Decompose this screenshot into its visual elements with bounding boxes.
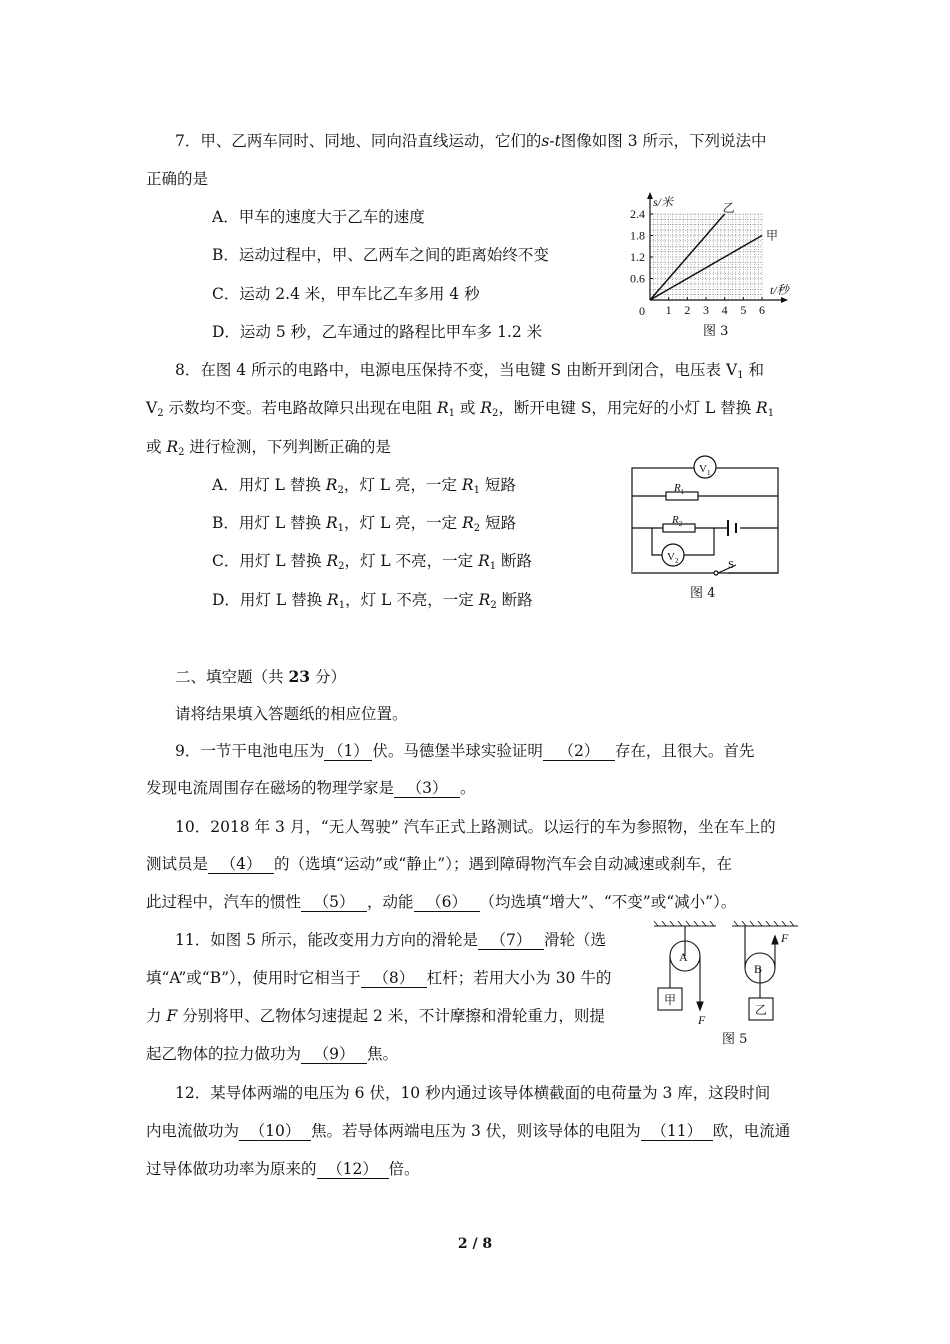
s-label: S — [728, 559, 735, 571]
x-tick-label: 5 — [740, 303, 747, 317]
q8-option-d: D．用灯 L 替换 $R_1$，灯 L 不亮，一定 $R_2$ 断路 — [212, 591, 533, 611]
page-number: 2 / 8 — [457, 1236, 493, 1252]
y-axis-label: s/米 — [653, 195, 674, 209]
q8-stem-line2: $V_2$ 示数均不变。若电路故障只出现在电阻 $R_1$ 或 $R_2$，断开电键 S，用完好的小灯 L 替换 $R_1$ — [146, 399, 775, 419]
q8-stem-line1: 8．在图 4 所示的电路中，电源电压保持不变，当电键 S 由断开到闭合，电压表 $V_1$ 和 — [175, 361, 764, 381]
y-tick-label: 2.4 — [630, 207, 645, 221]
x-tick-label: 2 — [684, 303, 691, 317]
figure-4-circuit — [628, 450, 784, 578]
q7-option-b: B．运动过程中，甲、乙两车之间的距离始终不变 — [212, 246, 549, 264]
blank-2: （2） — [543, 742, 615, 761]
r2-label: $R_2$ — [672, 514, 683, 528]
origin-label: 0 — [639, 304, 645, 318]
q9-line2: 发现电流周围存在磁场的物理学家是 （3） 。 — [146, 779, 476, 797]
q10-line1: 10．2018 年 3 月，“无人驾驶” 汽车正式上路测试。以运行的车为参照物，坐在车上的 — [175, 818, 776, 836]
q11-line4: 起乙物体的拉力做功为 （9） 焦。 — [146, 1045, 399, 1063]
q7-stem-line2: 正确的是 — [146, 170, 209, 188]
blank-7: （7） — [478, 931, 544, 950]
blank-11: （11） — [641, 1122, 713, 1141]
figure-4-caption: 图 4 — [690, 586, 716, 601]
y-tick-label: 0.6 — [630, 271, 645, 286]
figure-3-st-graph — [620, 188, 810, 338]
svg-text:F: F — [698, 1013, 706, 1027]
svg-text:乙: 乙 — [755, 1003, 768, 1017]
blank-10: （10） — [239, 1122, 311, 1141]
q9-line1: 9．一节干电池电压为 （1） 伏。马德堡半球实验证明 （2） 存在，且很大。首先 — [175, 742, 755, 760]
figure-5-caption: 图 5 — [722, 1032, 748, 1047]
q8-stem-line3: 或 $R_2$ 进行检测，下列判断正确的是 — [146, 438, 391, 458]
q12-line3: 过导体做功功率为原来的 （12） 倍。 — [146, 1160, 420, 1178]
section-2-title: 二、填空题（共 23 分） — [175, 667, 346, 686]
q8-option-b: B．用灯 L 替换 $R_1$，灯 L 亮，一定 $R_2$ 短路 — [212, 514, 517, 534]
q10-line2: 测试员是 （4） 的（选填“运动”或“静止”）；遇到障碍物汽车会自动减速或刹车，在 — [146, 855, 732, 873]
series-label-yi: 乙 — [722, 201, 735, 215]
blank-1: （1） — [324, 742, 372, 761]
q11-line3: 力 F 分别将甲、乙物体匀速提起 2 米，不计摩擦和滑轮重力，则提 — [146, 1007, 605, 1025]
svg-text:甲: 甲 — [664, 993, 677, 1007]
figure-5-pulleys — [650, 920, 800, 1028]
section-2-instruction: 请将结果填入答题纸的相应位置。 — [175, 705, 408, 723]
q7-option-a: A．甲车的速度大于乙车的速度 — [212, 208, 425, 226]
circuit-outer-wire — [632, 468, 778, 573]
x-tick-label: 6 — [759, 303, 765, 317]
q8-option-a: A．用灯 L 替换 $R_2$，灯 L 亮，一定 $R_1$ 短路 — [212, 476, 516, 496]
y-tick-label: 1.2 — [630, 250, 645, 264]
q7-option-c: C．运动 2.4 米，甲车比乙车多用 4 秒 — [212, 285, 480, 303]
blank-8: （8） — [361, 969, 427, 988]
q7-stem-line1: 7．甲、乙两车同时、同地、同向沿直线运动，它们的s-t图像如图 3 所示，下列说法中 — [175, 132, 767, 150]
q11-line1: 11．如图 5 所示，能改变用力方向的滑轮是 （7） 滑轮（选 — [175, 931, 606, 949]
svg-text:A: A — [679, 950, 688, 964]
x-axis-arrow — [781, 297, 788, 303]
q11-line2: 填“A”或“B”），使用时它相当于 （8） 杠杆；若用大小为 30 牛的 — [146, 969, 612, 987]
v1-label: $V_1$ — [699, 463, 711, 477]
blank-12: （12） — [317, 1160, 389, 1179]
q12-line2: 内电流做功为 （10） 焦。若导体两端电压为 3 伏，则该导体的电阻为 （11） 欧，电流通 — [146, 1122, 791, 1140]
figure-3-caption: 图 3 — [703, 324, 729, 339]
v2-label: $V_2$ — [667, 551, 679, 565]
x-axis-label: t/秒 — [770, 283, 789, 297]
x-tick-label: 1 — [665, 303, 672, 317]
series-label-jia: 甲 — [766, 228, 779, 243]
svg-text:F: F — [781, 931, 789, 945]
blank-5: （5） — [301, 893, 367, 912]
q8-option-c: C．用灯 L 替换 $R_2$，灯 L 不亮，一定 $R_1$ 断路 — [212, 552, 533, 572]
r1-label: $R_1$ — [674, 482, 685, 496]
q12-line1: 12．某导体两端的电压为 6 伏，10 秒内通过该导体横截面的电荷量为 3 库，这段时间 — [175, 1084, 771, 1102]
y-tick-label: 1.8 — [630, 228, 645, 243]
q7-option-d: D．运动 5 秒，乙车通过的路程比甲车多 1.2 米 — [212, 323, 543, 341]
q10-line3: 此过程中，汽车的惯性 （5） ，动能 （6） （均选填“增大”、“不变”或“减小”）。 — [146, 893, 737, 911]
blank-9: （9） — [301, 1045, 367, 1064]
svg-text:B: B — [754, 962, 763, 976]
x-tick-label: 3 — [703, 303, 709, 317]
blank-3: （3） — [394, 779, 460, 798]
x-tick-label: 4 — [721, 303, 728, 317]
blank-6: （6） — [414, 893, 480, 912]
blank-4: （4） — [208, 855, 274, 874]
